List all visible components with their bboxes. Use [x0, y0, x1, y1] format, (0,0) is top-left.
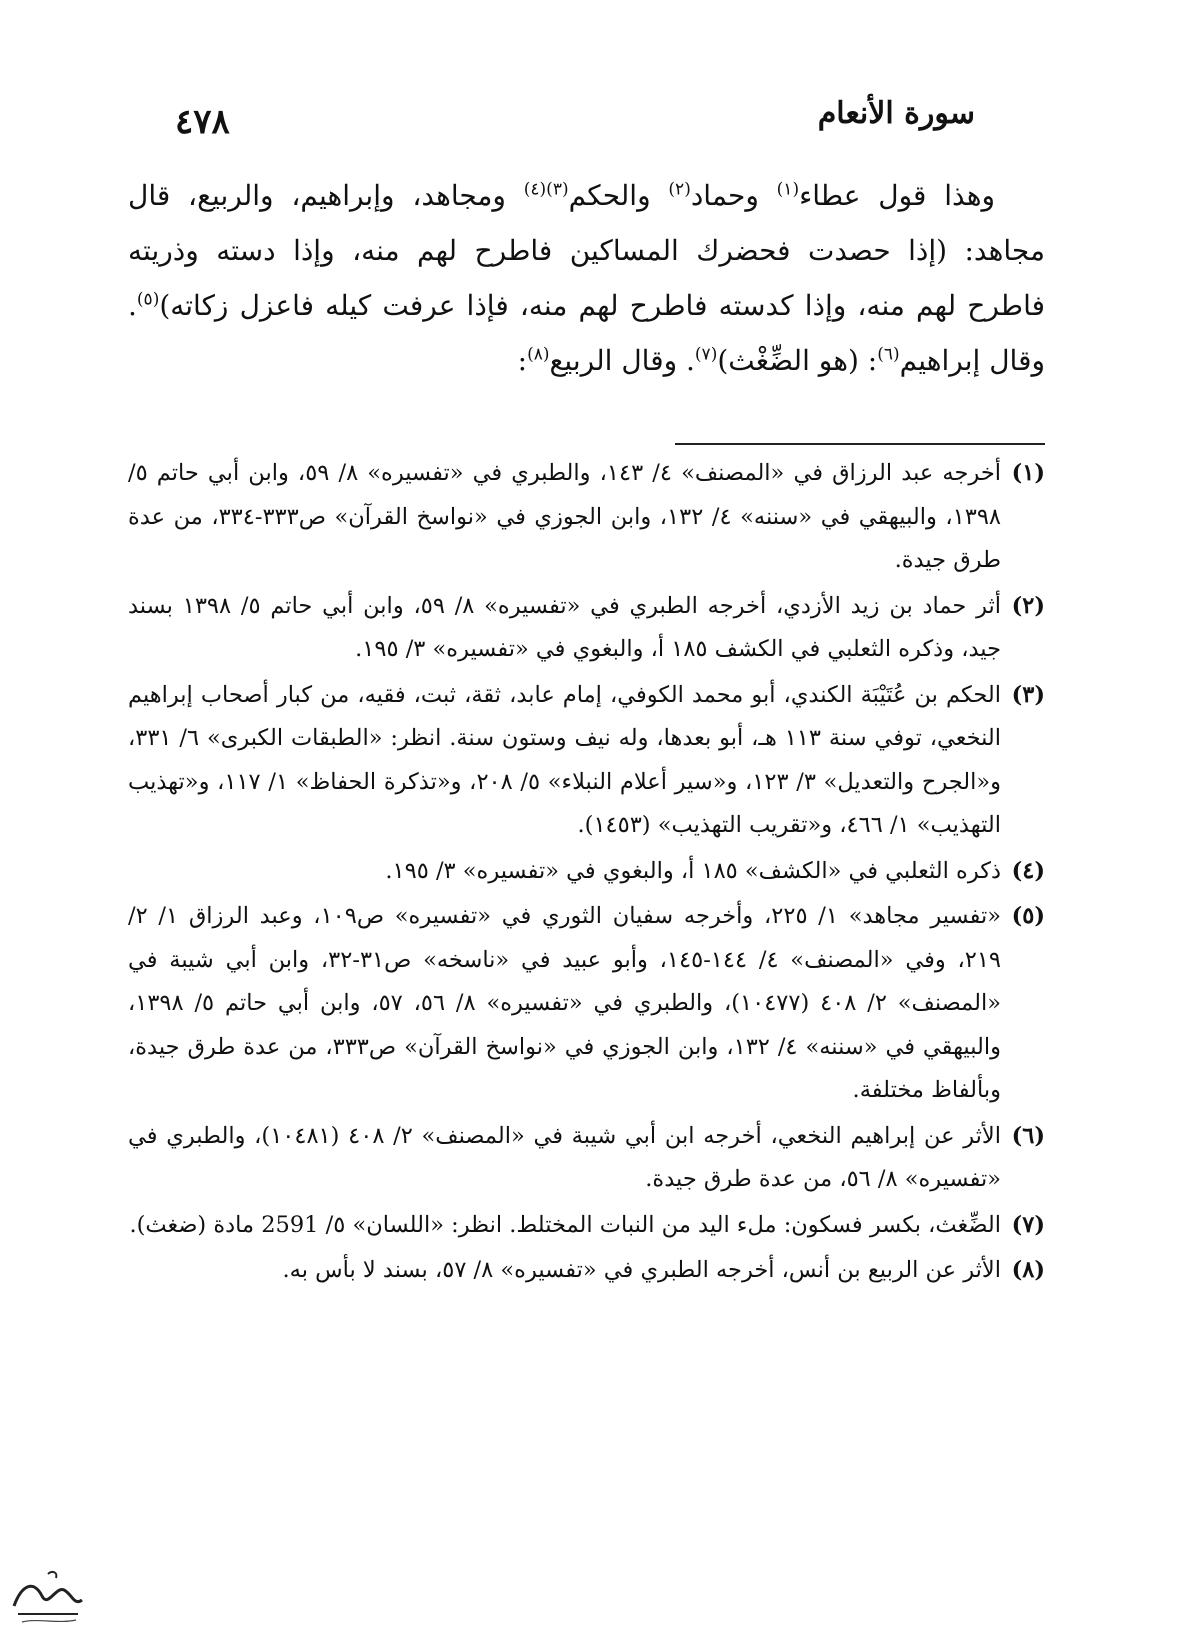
footnote-ref: (٨) — [527, 344, 550, 365]
footnote — [128, 1115, 1045, 1202]
footnote-number: (٨) — [1011, 1257, 1045, 1283]
footnote — [128, 1204, 1045, 1248]
footnote-divider — [675, 443, 1045, 445]
page-header — [130, 92, 1055, 142]
footnote-ref: (٥) — [136, 289, 160, 310]
surah-title: سورة الأنعام — [817, 96, 975, 131]
footnote-number: (٦) — [1011, 1122, 1045, 1149]
page-number: ٤٧٨ — [175, 102, 230, 142]
footnote-ref: (٧) — [694, 344, 718, 365]
footnote — [128, 585, 1045, 672]
footnote-text: الضِّغث، بكسر فسكون: ملء اليد من النبات المختلط. انظر: «اللسان» ٥/ 2591 مادة (ضغث). — [129, 1211, 1001, 1238]
footnote — [128, 674, 1045, 848]
footnote-text: الحكم بن عُتَيْبَة الكندي، أبو محمد الكوفي، إمام عابد، ثقة، ثبت، فقيه، من كبار أصحاب إبراهيم النخعي، توفي سنة ١١٣ هـ، أبو بعدها، وله نيف وستون سنة. انظر: «الطبقات الكبرى» ٦/ ٣٣١، و«الجرح والتعديل» ٣/ ١٢٣، و«سير أعلام النبلاء» ٥/ ٢٠٨، و«تذكرة الحفاظ» ١/ ١١٧، و«تهذيب التهذيب» ١/ ٤٦٦، و«تقريب التهذيب» (١٤٥٣). — [128, 681, 1002, 838]
footnote-number: (٧) — [1011, 1211, 1045, 1238]
text-segment: والحكم — [568, 179, 669, 212]
footnote-ref: (١) — [776, 179, 800, 200]
text-segment: : (هو الضِّغْث) — [717, 344, 878, 377]
footnote-text: «تفسير مجاهد» ١/ ٢٢٥، وأخرجه سفيان الثوري في «تفسيره» ص١٠٩، وعبد الرزاق ١/ ٢/ ٢١٩، وفي «المصنف» ٤/ ١٤٤-١٤٥، وأبو عبيد في «ناسخه» ص٣١-٣٢، وابن أبي شيبة في «المصنف» ٢/ ٤٠٨ (١٠٤٧٧)، والطبري في «تفسيره» ٨/ ٥٦، ٥٧، وابن أبي حاتم ٥/ ١٣٩٨، والبيهقي في «سننه» ٤/ ١٣٢، وابن الجوزي في «نواسخ القرآن» ص٣٣٣، من عدة طرق جيدة، وبألفاظ مختلفة. — [128, 903, 1002, 1103]
footnote-number: (٣) — [1011, 681, 1045, 708]
text-segment: وهذا قول عطاء — [799, 179, 996, 212]
main-paragraph — [128, 168, 1045, 388]
text-segment: : — [517, 344, 528, 377]
footnote-number: (٥) — [1011, 903, 1045, 929]
footnote-text: الأثر عن إبراهيم النخعي، أخرجه ابن أبي شيبة في «المصنف» ٢/ ٤٠٨ (١٠٤٨١)، والطبري في «تفسيره» ٨/ ٥٦، من عدة طرق جيدة. — [128, 1122, 1001, 1192]
text-segment: . وقال الربيع — [549, 344, 695, 377]
footnote — [128, 452, 1045, 583]
footnote-text: ذكره الثعلبي في «الكشف» ١٨٥ أ، والبغوي في «تفسيره» ٣/ ١٩٥. — [385, 857, 1001, 884]
text-segment: . وقال إبراهيم — [128, 289, 1045, 377]
footnote-text: أخرجه عبد الرزاق في «المصنف» ٤/ ١٤٣، والطبري في «تفسيره» ٨/ ٥٩، وابن أبي حاتم ٥/ ١٣٩٨، والبيهقي في «سننه» ٤/ ١٣٢، وابن الجوزي في «نواسخ القرآن» ص٣٣٣-٣٣٤، من عدة طرق جيدة. — [128, 460, 1002, 573]
footnote-ref: (٦) — [877, 344, 900, 365]
footnote-ref: (٢) — [668, 179, 691, 200]
footnote — [128, 895, 1045, 1113]
text-segment: ومجاهد، وإبراهيم، والربيع، قال مجاهد: (إذا حصدت فحضرك المساكين فاطرح لهم منه، وإذا دسته وذريته فاطرح لهم منه، وإذا كدسته فاطرح لهم منه، فإذا عرفت كيله فاعزل زكاته) — [128, 179, 1045, 322]
footnote-text: الأثر عن الربيع بن أنس، أخرجه الطبري في «تفسيره» ٨/ ٥٧، بسند لا بأس به. — [282, 1257, 1001, 1283]
footnote-number: (٢) — [1011, 592, 1045, 619]
footnotes — [128, 452, 1045, 1295]
main-text — [128, 168, 1045, 388]
footnote-number: (٤) — [1011, 857, 1045, 884]
footnote — [128, 850, 1045, 894]
watermark-logo — [8, 1566, 88, 1628]
footnote — [128, 1249, 1045, 1293]
text-segment: وحماد — [690, 179, 777, 212]
footnote-number: (١) — [1011, 460, 1045, 486]
footnote-text: أثر حماد بن زيد الأزدي، أخرجه الطبري في «تفسيره» ٨/ ٥٩، وابن أبي حاتم ٥/ ١٣٩٨ بسند جيد، وذكره الثعلبي في الكشف ١٨٥ أ، والبغوي في «تفسيره» ٣/ ١٩٥. — [128, 592, 1002, 662]
footnote-ref: (٣)(٤) — [523, 179, 569, 200]
